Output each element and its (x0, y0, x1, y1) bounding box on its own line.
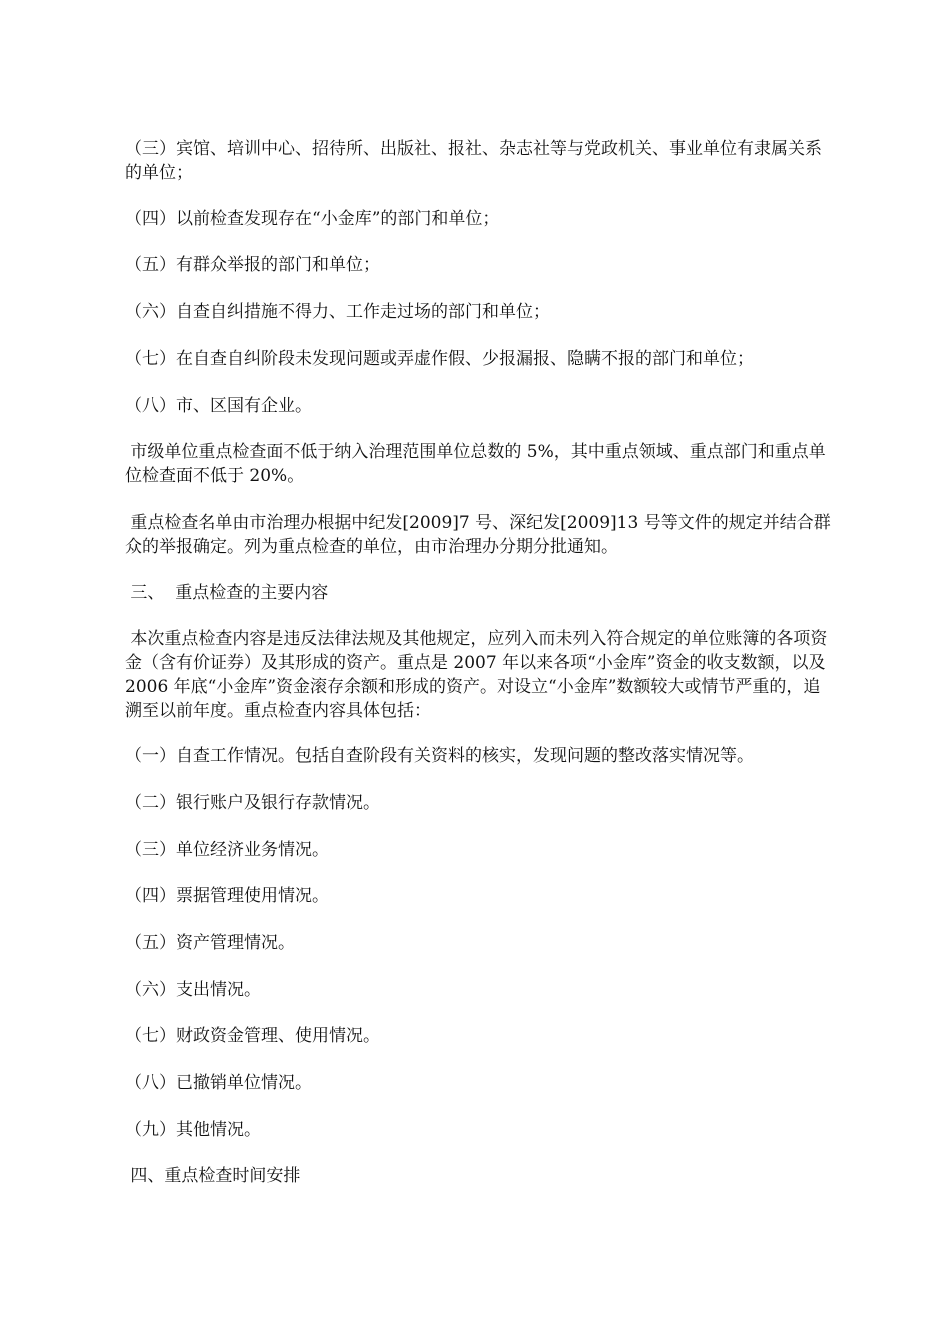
list-item-5-public-reports: （五）有群众举报的部门和单位； (125, 255, 380, 275)
list-item-3-hotels: （三）宾馆、培训中心、招待所、出版社、报社、杂志社等与党政机关、事业单位有隶属关系的单位； (125, 139, 822, 183)
content-item-9: （九）其他情况。 (125, 1120, 261, 1140)
content-item-7: （七）财政资金管理、使用情况。 (125, 1026, 380, 1046)
content-item-6: （六）支出情况。 (125, 980, 261, 1000)
paragraph-inspection-content: 本次重点检查内容是违反法律法规及其他规定，应列入而未列入符合规定的单位账簿的各项资金（含有价证券）及其形成的资产。重点是 2007 年以来各项“小金库”资金的收支数额，以及 2006 年底“小金库”资金滚存余额和形成的资产。对设立“小金库”数额较大或情节严重的，追溯至以前年度。重点检查内容具体包括： (125, 629, 831, 721)
paragraph-inspection-coverage: 市级单位重点检查面不低于纳入治理范围单位总数的 5%，其中重点领域、重点部门和重点单位检查面不低于 20%。 (125, 442, 826, 486)
content-item-1: （一）自查工作情况。包括自查阶段有关资料的核实，发现问题的整改落实情况等。 (125, 746, 754, 766)
content-item-4: （四）票据管理使用情况。 (125, 886, 329, 906)
content-item-5: （五）资产管理情况。 (125, 933, 295, 953)
content-item-3: （三）单位经济业务情况。 (125, 840, 329, 860)
list-item-6-ineffective-measures: （六）自查自纠措施不得力、工作走过场的部门和单位； (125, 302, 550, 322)
list-item-4-previous-findings: （四）以前检查发现存在“小金库”的部门和单位； (125, 209, 500, 229)
section-heading-3: 三、 重点检查的主要内容 (125, 583, 329, 603)
paragraph-inspection-list: 重点检查名单由市治理办根据中纪发[2009]7 号、深纪发[2009]13 号等文件的规定并结合群众的举报确定。列为重点检查的单位，由市治理办分期分批通知。 (125, 513, 831, 557)
list-item-7-concealment: （七）在自查自纠阶段未发现问题或弄虚作假、少报漏报、隐瞒不报的部门和单位； (125, 349, 754, 369)
list-item-8-state-enterprises: （八）市、区国有企业。 (125, 396, 312, 416)
content-item-2: （二）银行账户及银行存款情况。 (125, 793, 380, 813)
section-heading-4: 四、重点检查时间安排 (125, 1166, 301, 1186)
content-item-8: （八）已撤销单位情况。 (125, 1073, 312, 1093)
